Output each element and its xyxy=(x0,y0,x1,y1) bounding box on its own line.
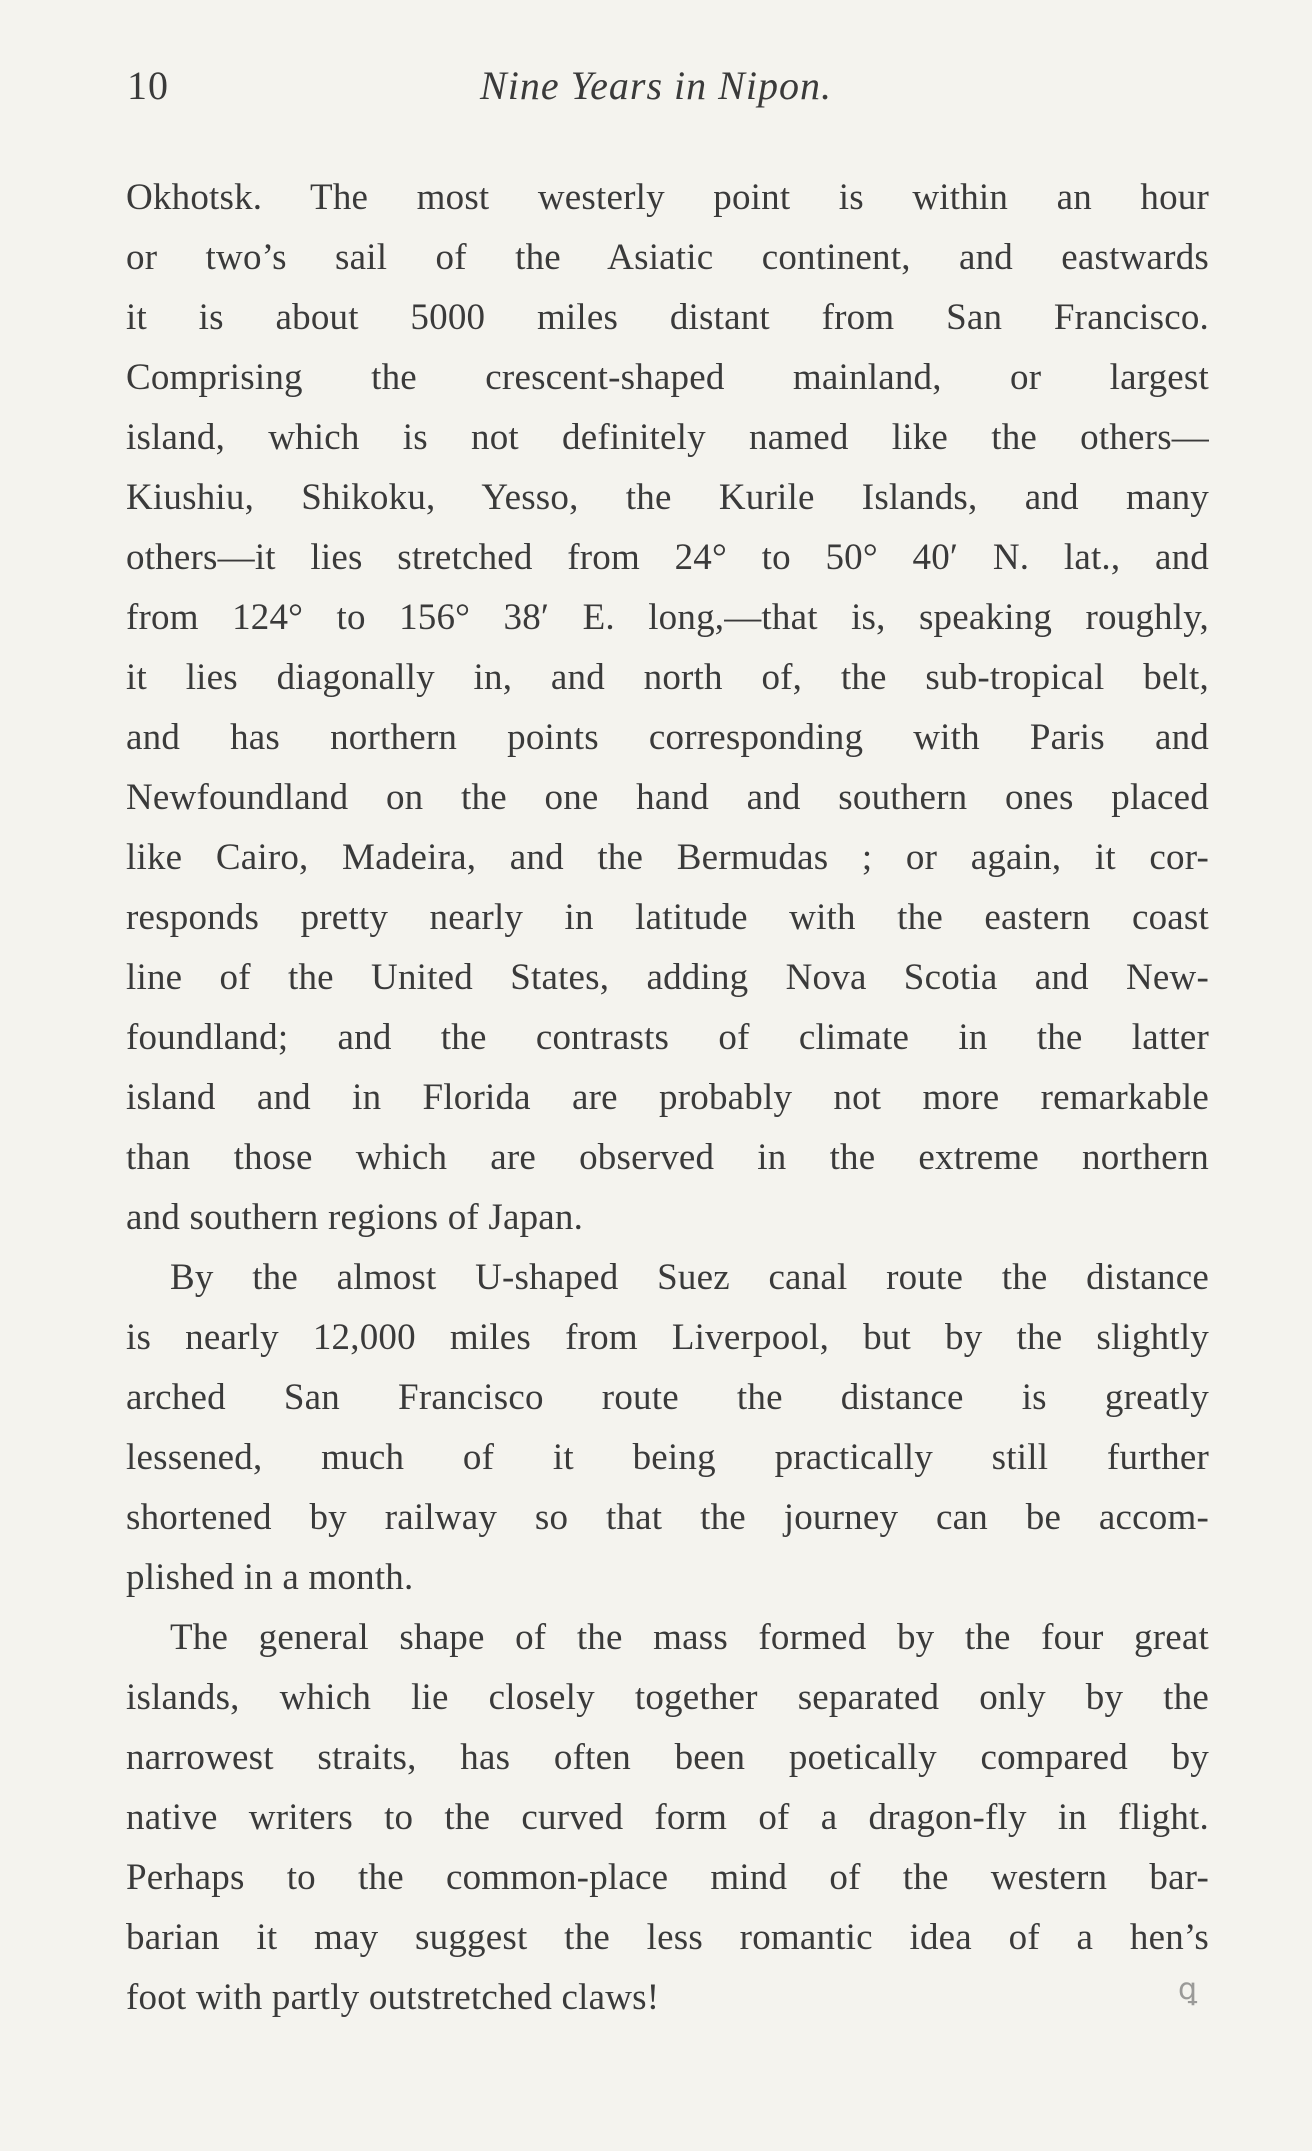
text-line: The general shape of the mass formed by the four great xyxy=(170,1617,1209,1658)
text-line: line of the United States, adding Nova Scotia and New- xyxy=(126,957,1209,998)
text-line: Comprising the crescent-shaped mainland, or largest xyxy=(126,357,1209,398)
text-line: than those which are observed in the extreme northern xyxy=(126,1137,1209,1178)
text-line: barian it may suggest the less romantic idea of a hen’s xyxy=(126,1917,1209,1958)
running-title: Nine Years in Nipon. xyxy=(480,63,832,108)
text-line: Perhaps to the common-place mind of the western bar- xyxy=(126,1857,1209,1898)
text-line: foundland; and the contrasts of climate in the latter xyxy=(126,1017,1209,1058)
text-line: island and in Florida are probably not more remarkable xyxy=(126,1077,1209,1118)
text-line: island, which is not definitely named like the others— xyxy=(126,417,1209,458)
text-line: it is about 5000 miles distant from San Francisco. xyxy=(126,297,1209,338)
text-line: Newfoundland on the one hand and southern ones placed xyxy=(126,777,1209,818)
text-line: By the almost U-shaped Suez canal route the distance xyxy=(170,1257,1209,1298)
page-number: 10 xyxy=(127,63,169,108)
text-line: is nearly 12,000 miles from Liverpool, but by the slightly xyxy=(126,1317,1209,1358)
text-line: and southern regions of Japan. xyxy=(126,1197,584,1238)
text-line: or two’s sail of the Asiatic continent, and eastwards xyxy=(126,237,1209,278)
text-line: it lies diagonally in, and north of, the sub-tropical belt, xyxy=(126,657,1209,698)
body-text xyxy=(126,168,1209,2028)
text-line: and has northern points corresponding with Paris and xyxy=(126,717,1209,758)
running-head xyxy=(0,62,1312,122)
signature-mark: ꝗ xyxy=(1177,1973,1197,2006)
text-line: shortened by railway so that the journey can be accom- xyxy=(126,1497,1209,1538)
text-line: islands, which lie closely together separated only by the xyxy=(126,1677,1209,1718)
text-line: lessened, much of it being practically still further xyxy=(126,1437,1209,1478)
text-line: responds pretty nearly in latitude with the eastern coast xyxy=(126,897,1209,938)
text-line: others—it lies stretched from 24° to 50° 40′ N. lat., and xyxy=(126,537,1209,578)
text-line: plished in a month. xyxy=(126,1557,414,1598)
text-line: native writers to the curved form of a dragon-fly in flight. xyxy=(126,1797,1209,1838)
text-line: arched San Francisco route the distance is greatly xyxy=(126,1377,1209,1418)
text-line: narrowest straits, has often been poetically compared by xyxy=(126,1737,1209,1778)
text-line: Okhotsk. The most westerly point is within an hour xyxy=(126,177,1209,218)
text-line: Kiushiu, Shikoku, Yesso, the Kurile Islands, and many xyxy=(126,477,1209,518)
text-line: from 124° to 156° 38′ E. long,—that is, speaking roughly, xyxy=(126,597,1209,638)
text-line: like Cairo, Madeira, and the Bermudas ; or again, it cor- xyxy=(126,837,1209,878)
text-line: foot with partly outstretched claws! xyxy=(126,1977,660,2018)
final-line-wrapper xyxy=(126,1968,1209,2028)
